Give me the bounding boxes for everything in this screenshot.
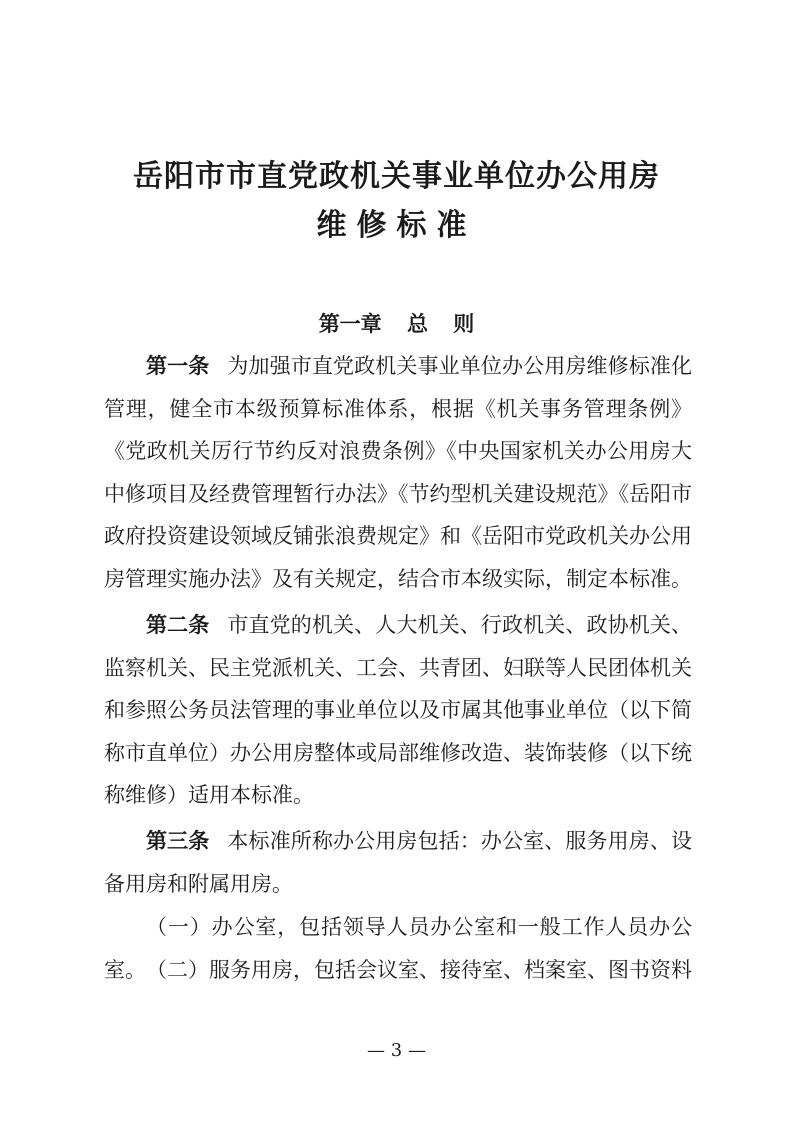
list-item-2: （二）服务用房，包括会议室、接待室、档案室、图书资料 xyxy=(146,958,692,982)
page-number: — 3 — xyxy=(367,1040,426,1061)
document-title-line-2: 维修标准 xyxy=(316,208,477,243)
article-2-text: 市直党的机关、人大机关、行政机关、政协机关、监察机关、民主党派机关、工会、共青团、妇联等人民团体机关和参照公务员法管理的事业单位以及市属其他事业单位（以下简称市直单位）办公用房整体或局部维修改造、装饰装修（以下统称维修）适用本标准。 xyxy=(104,613,692,807)
article-1-label: 第一条 xyxy=(146,353,210,378)
article-3 xyxy=(104,820,692,905)
document-title-line-1: 岳阳市市直党政机关事业单位办公用房 xyxy=(133,159,660,194)
article-1 xyxy=(104,345,692,600)
chapter-heading: 第一章 总 则 xyxy=(318,311,475,336)
article-1-text: 为加强市直党政机关事业单位办公用房维修标准化管理，健全市本级预算标准体系，根据《机关事务管理条例》《党政机关厉行节约反对浪费条例》《中央国家机关办公用房大中修项目及经费管理暂行办法》《节约型机关建设规范》《岳阳市政府投资建设领域反铺张浪费规定》和《岳阳市党政机关办公用房管理实施办法》及有关规定，结合市本级实际，制定本标准。 xyxy=(104,354,692,591)
article-2-label: 第二条 xyxy=(146,612,210,637)
list-item-1: （一）办公室，包括领导人员办公室和一般工作人员办公室。 xyxy=(104,915,692,982)
article-3-label: 第三条 xyxy=(146,828,210,853)
article-3-text: 本标准所称办公用房包括：办公室、服务用房、设备用房和附属用房。 xyxy=(104,829,692,896)
article-2 xyxy=(104,604,692,817)
